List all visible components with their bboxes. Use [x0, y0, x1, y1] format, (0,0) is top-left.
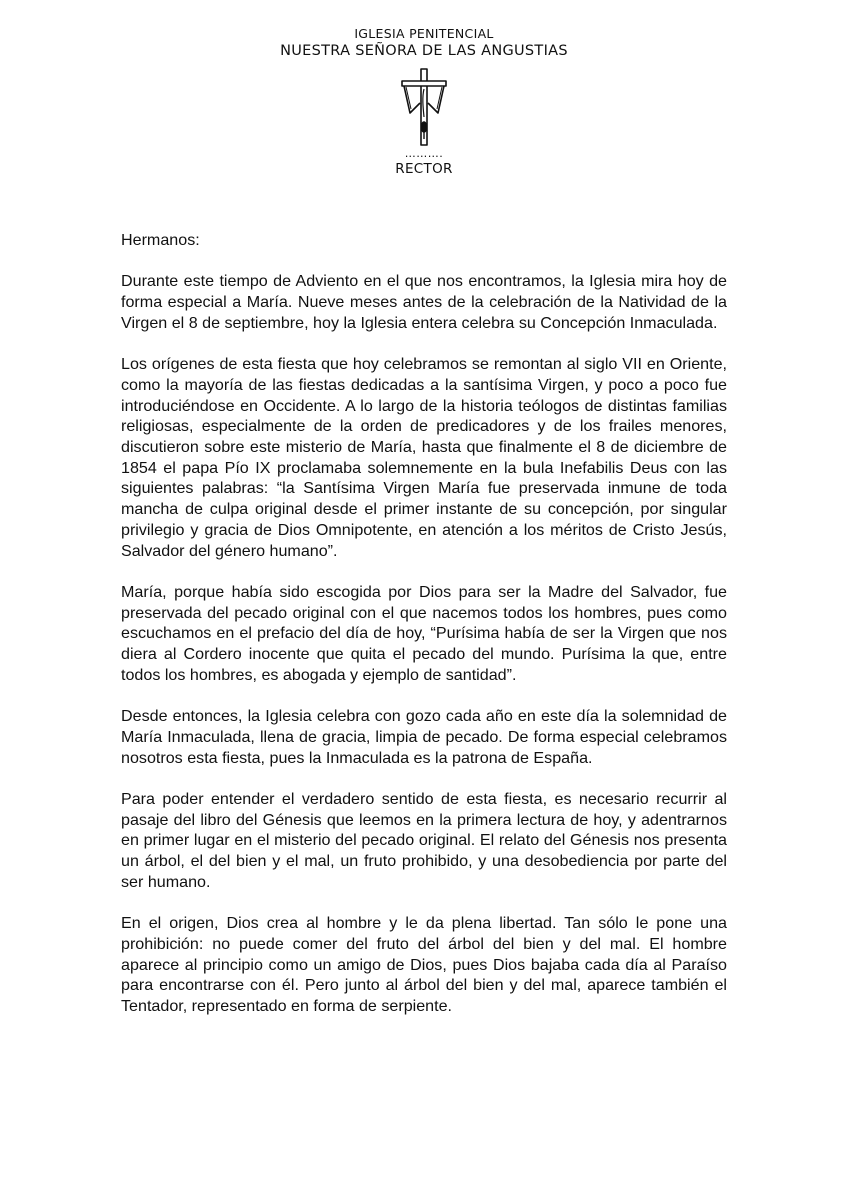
paragraph-2: Los orígenes de esta fiesta que hoy celebramos se remontan al siglo VII en Oriente, como la mayoría de las fiestas dedicadas a la santísima Virgen, y poco a poco fue introduciéndose en Occidente. A lo largo de la historia teólogos de distintas familias religiosas, especialmente de la orden de predicadores y de los frailes menores, discutieron sobre este misterio de María, hasta que finalmente el 8 de diciembre de 1854 el papa Pío IX proclamaba solemnemente en la bula Inefabilis Deus con las siguientes palabras: “la Santísima Virgen María fue preservada inmune de toda mancha de culpa original desde el primer instante de su concepción, por singular privilegio y gracia de Dios Omnipotente, en atención a los méritos de Cristo Jesús, Salvador del género humano”. — [121, 355, 727, 560]
crucifix-emblem-icon — [384, 67, 464, 147]
paragraph-5: Para poder entender el verdadero sentido de esta fiesta, es necesario recurrir al pasaje del libro del Génesis que leemos en la primera lectura de hoy, y adentrarnos en primer lugar en el misterio del pecado original. El relato del Génesis nos presenta un árbol, el del bien y el mal, un fruto prohibido, y una desobediencia por parte del ser humano. — [121, 789, 727, 891]
letter-body — [121, 230, 727, 1037]
church-name-line1: IGLESIA PENITENCIAL — [354, 26, 494, 41]
paragraph-1: Durante este tiempo de Adviento en el que nos encontramos, la Iglesia mira hoy de forma especial a María. Nueve meses antes de la celebración de la Natividad de la Virgen el 8 de septiembre, hoy la Iglesia entera celebra su Concepción Inmaculada. — [121, 272, 727, 332]
signature-dots: ………. — [404, 147, 444, 160]
letterhead — [0, 26, 848, 178]
salutation: Hermanos: — [121, 231, 200, 249]
paragraph-3: María, porque había sido escogida por Dios para ser la Madre del Salvador, fue preservada del pecado original con el que nacemos todos los hombres, pues como escuchamos en el prefacio del día de hoy, “Purísima había de ser la Virgen que nos diera al Cordero inocente que quita el pecado del mundo. Purísima la que, entre todos los hombres, es abogada y ejemplo de santidad”. — [121, 582, 727, 684]
rector-title: RECTOR — [395, 161, 453, 177]
paragraph-6: En el origen, Dios crea al hombre y le da plena libertad. Tan sólo le pone una prohibición: no puede comer del fruto del árbol del bien y del mal. El hombre aparece al principio como un amigo de Dios, pues Dios bajaba cada día al Paraíso para encontrarse con él. Pero junto al árbol del bien y del mal, aparece también el Tentador, representado en forma de serpiente. — [121, 914, 727, 1015]
church-name-line2: NUESTRA SEÑORA DE LAS ANGUSTIAS — [280, 43, 568, 59]
paragraph-4: Desde entonces, la Iglesia celebra con gozo cada año en este día la solemnidad de María Inmaculada, llena de gracia, limpia de pecado. De forma especial celebramos nosotros esta fiesta, pues la Inmaculada es la patrona de España. — [121, 707, 727, 767]
